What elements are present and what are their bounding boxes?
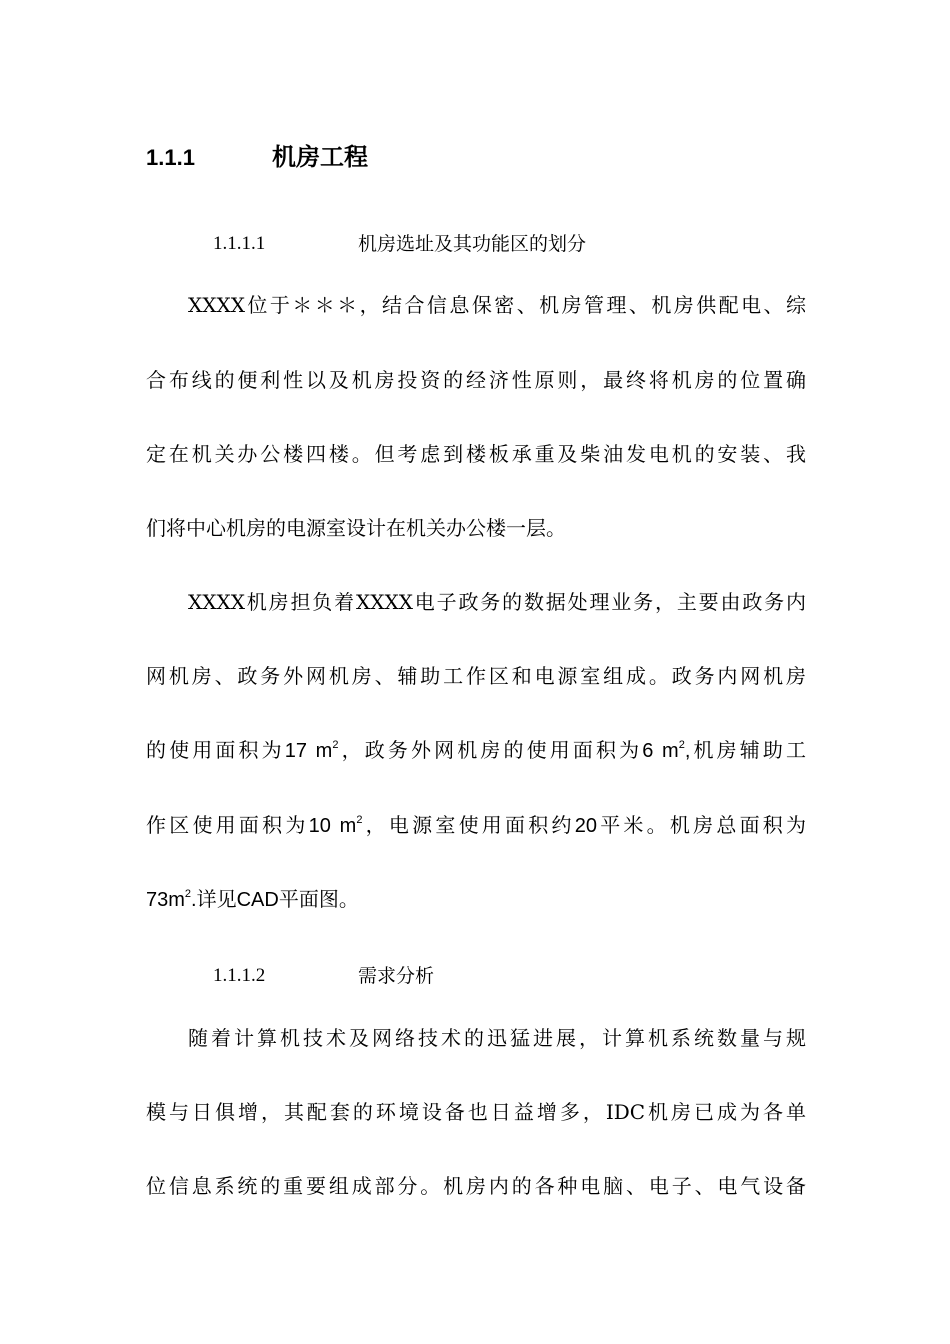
subsection-title: 机房选址及其功能区的划分 xyxy=(358,233,587,255)
superscript: 2 xyxy=(184,888,192,900)
text-run: ，政务外网机房的使用面积为 xyxy=(338,738,643,762)
area-value: 20 xyxy=(574,815,597,837)
text-run: 平面图。 xyxy=(278,887,359,911)
paragraph-line xyxy=(146,881,806,917)
superscript: 2 xyxy=(678,739,685,751)
area-value: 6 m xyxy=(642,740,679,762)
section-title: 机房工程 xyxy=(272,144,368,171)
paragraph-line: 们将中心机房的电源室设计在机关办公楼一层。 xyxy=(146,516,566,540)
text-run: . xyxy=(191,889,197,911)
paragraph-line: XXXX位于＊＊＊，结合信息保密、机房管理、机房供配电、综 xyxy=(188,293,806,317)
paragraph-line: XXXX机房担负着XXXX电子政务的数据处理业务，主要由政务内 xyxy=(188,590,806,614)
superscript: 2 xyxy=(332,739,339,751)
subsection-number: 1.1.1.2 xyxy=(213,965,266,986)
text-run: 作区使用面积为 xyxy=(146,813,309,837)
subsection-title: 需求分析 xyxy=(358,965,435,987)
paragraph-line xyxy=(146,807,806,843)
paragraph-line: 合布线的便利性以及机房投资的经济性原则，最终将机房的位置确 xyxy=(146,368,806,392)
text-run: ，电源室使用面积约 xyxy=(362,813,575,837)
subsection-number: 1.1.1.1 xyxy=(213,233,266,254)
paragraph-line: 模与日俱增，其配套的环境设备也日益增多，IDC机房已成为各单 xyxy=(146,1100,806,1124)
text-run: 的使用面积为 xyxy=(146,738,285,762)
text-run: 详见 xyxy=(196,887,237,911)
text-run: , xyxy=(684,740,691,762)
paragraph-line: 位信息系统的重要组成部分。机房内的各种电脑、电子、电气设备 xyxy=(146,1174,806,1198)
cad-label: CAD xyxy=(236,889,279,911)
paragraph-line: 网机房、政务外网机房、辅助工作区和电源室组成。政务内网机房 xyxy=(146,664,806,688)
area-value: 10 m xyxy=(308,815,357,837)
paragraph-line xyxy=(146,732,806,768)
superscript: 2 xyxy=(356,814,363,826)
section-number: 1.1.1 xyxy=(146,145,195,170)
area-value: 17 m xyxy=(284,740,333,762)
paragraph-line: 随着计算机技术及网络技术的迅猛进展，计算机系统数量与规 xyxy=(188,1026,806,1050)
area-value: 73m xyxy=(146,889,185,911)
paragraph-line: 定在机关办公楼四楼。但考虑到楼板承重及柴油发电机的安装、我 xyxy=(146,442,806,466)
text-run: 机房辅助工 xyxy=(690,738,806,762)
text-run: 平米。机房总面积为 xyxy=(596,813,807,837)
